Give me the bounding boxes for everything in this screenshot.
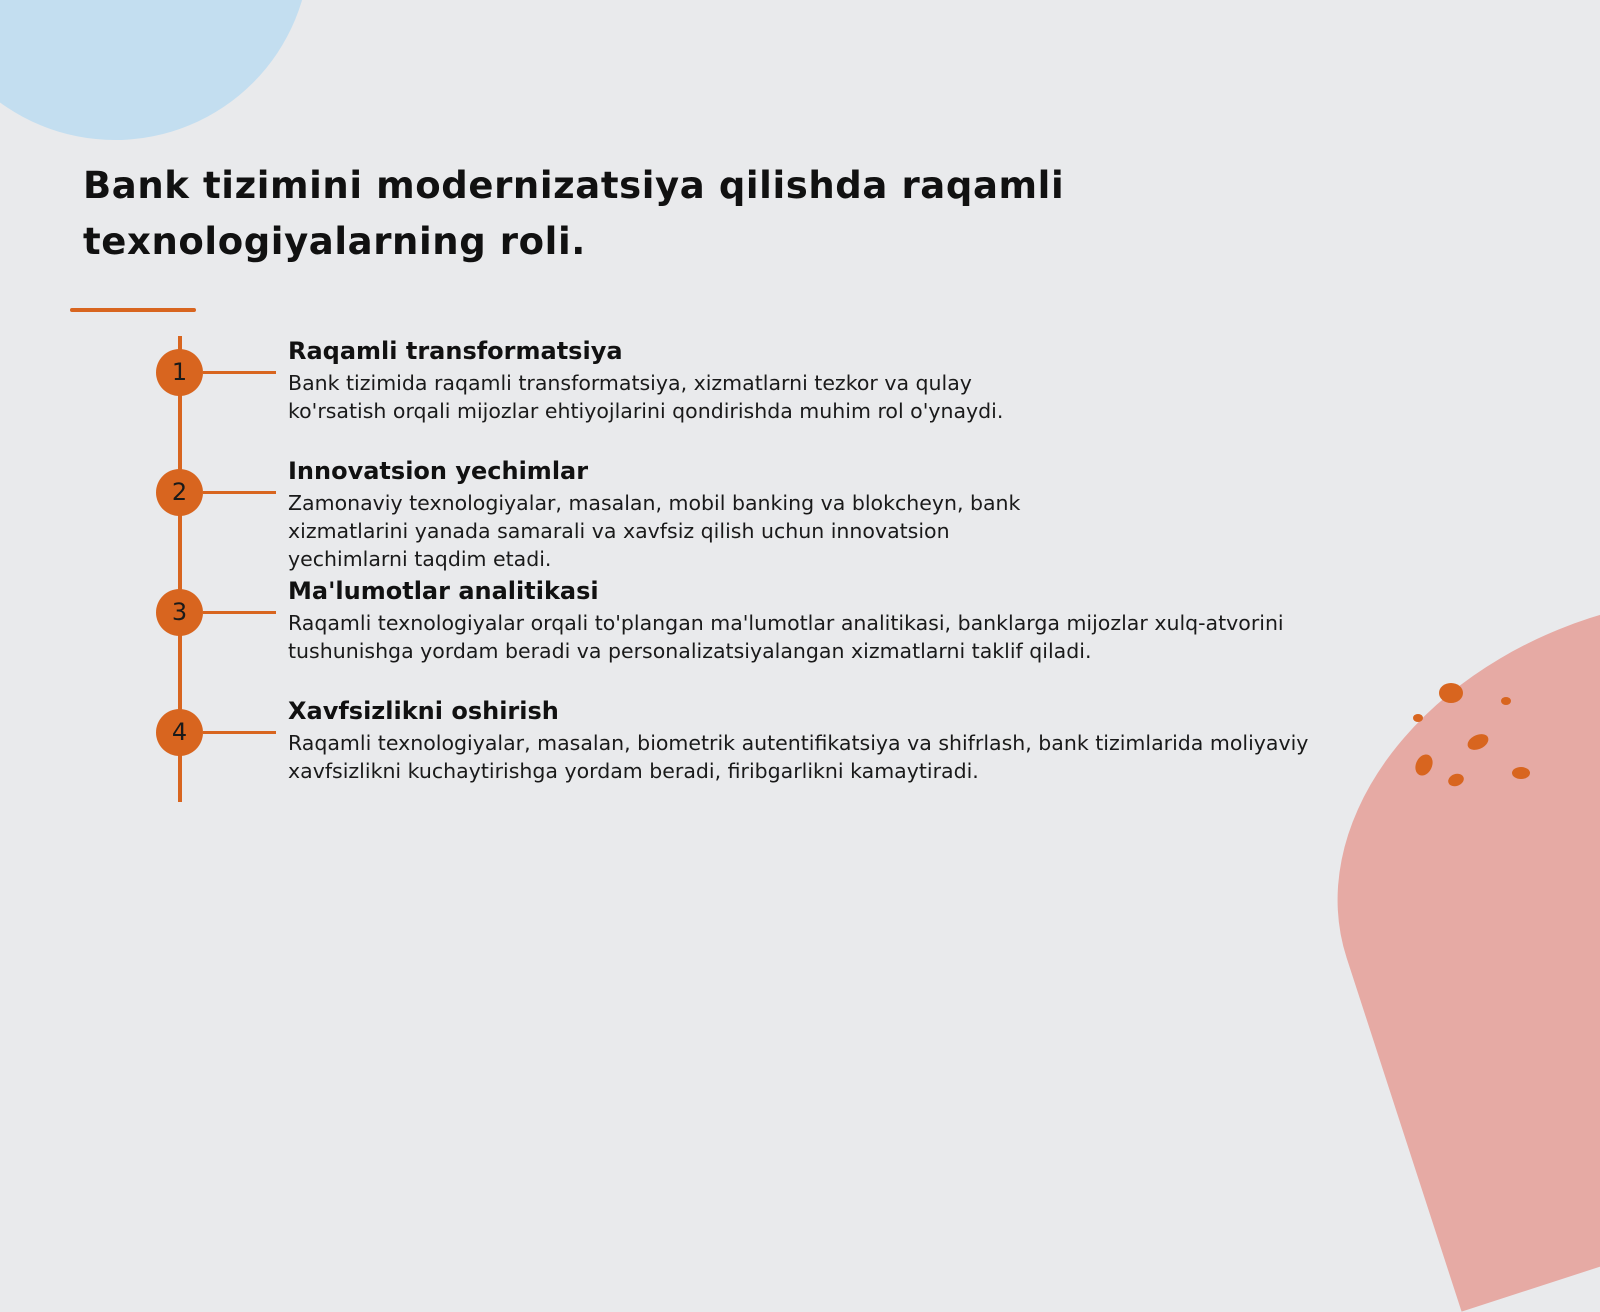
slide-title: Bank tizimini modernizatsiya qilishda raqamli texnologiyalarning roli. <box>83 164 1065 263</box>
timeline-connector <box>203 491 276 494</box>
item-heading: Ma'lumotlar analitikasi <box>288 577 599 605</box>
item-heading: Innovatsion yechimlar <box>288 457 589 485</box>
item-description: Raqamli texnologiyalar, masalan, biometrik autentifikatsiya va shifrlash, bank tizimlarida moliyaviy xavfsizlikni kuchaytirishga yordam beradi, firibgarlikni kamaytiradi. <box>288 731 1309 783</box>
timeline-item-4 <box>0 697 1600 829</box>
title-underline <box>70 308 196 312</box>
step-number-badge: 3 <box>156 589 203 636</box>
timeline-item-2 <box>0 457 1600 589</box>
step-number-badge: 2 <box>156 469 203 516</box>
timeline-item-3 <box>0 577 1600 709</box>
item-description: Zamonaviy texnologiyalar, masalan, mobil banking va blokcheyn, bank xizmatlarini yanada samarali va xavfsiz qilish uchun innovatsion yechimlarni taqdim etadi. <box>288 491 1021 571</box>
timeline-connector <box>203 611 276 614</box>
item-description: Raqamli texnologiyalar orqali to'plangan ma'lumotlar analitikasi, banklarga mijozlar xulq-atvorini tushunishga yordam beradi va personalizatsiyalangan xizmatlarni taklif qiladi. <box>288 611 1284 663</box>
item-description: Bank tizimida raqamli transformatsiya, xizmatlarni tezkor va qulay ko'rsatish orqali mijozlar ehtiyojlarini qondirishda muhim rol o'ynaydi. <box>288 371 1004 423</box>
item-heading: Raqamli transformatsiya <box>288 337 623 365</box>
step-number-badge: 4 <box>156 709 203 756</box>
timeline-connector <box>203 371 276 374</box>
step-number-badge: 1 <box>156 349 203 396</box>
timeline-connector <box>203 731 276 734</box>
item-heading: Xavfsizlikni oshirish <box>288 697 559 725</box>
timeline-item-1 <box>0 337 1600 469</box>
